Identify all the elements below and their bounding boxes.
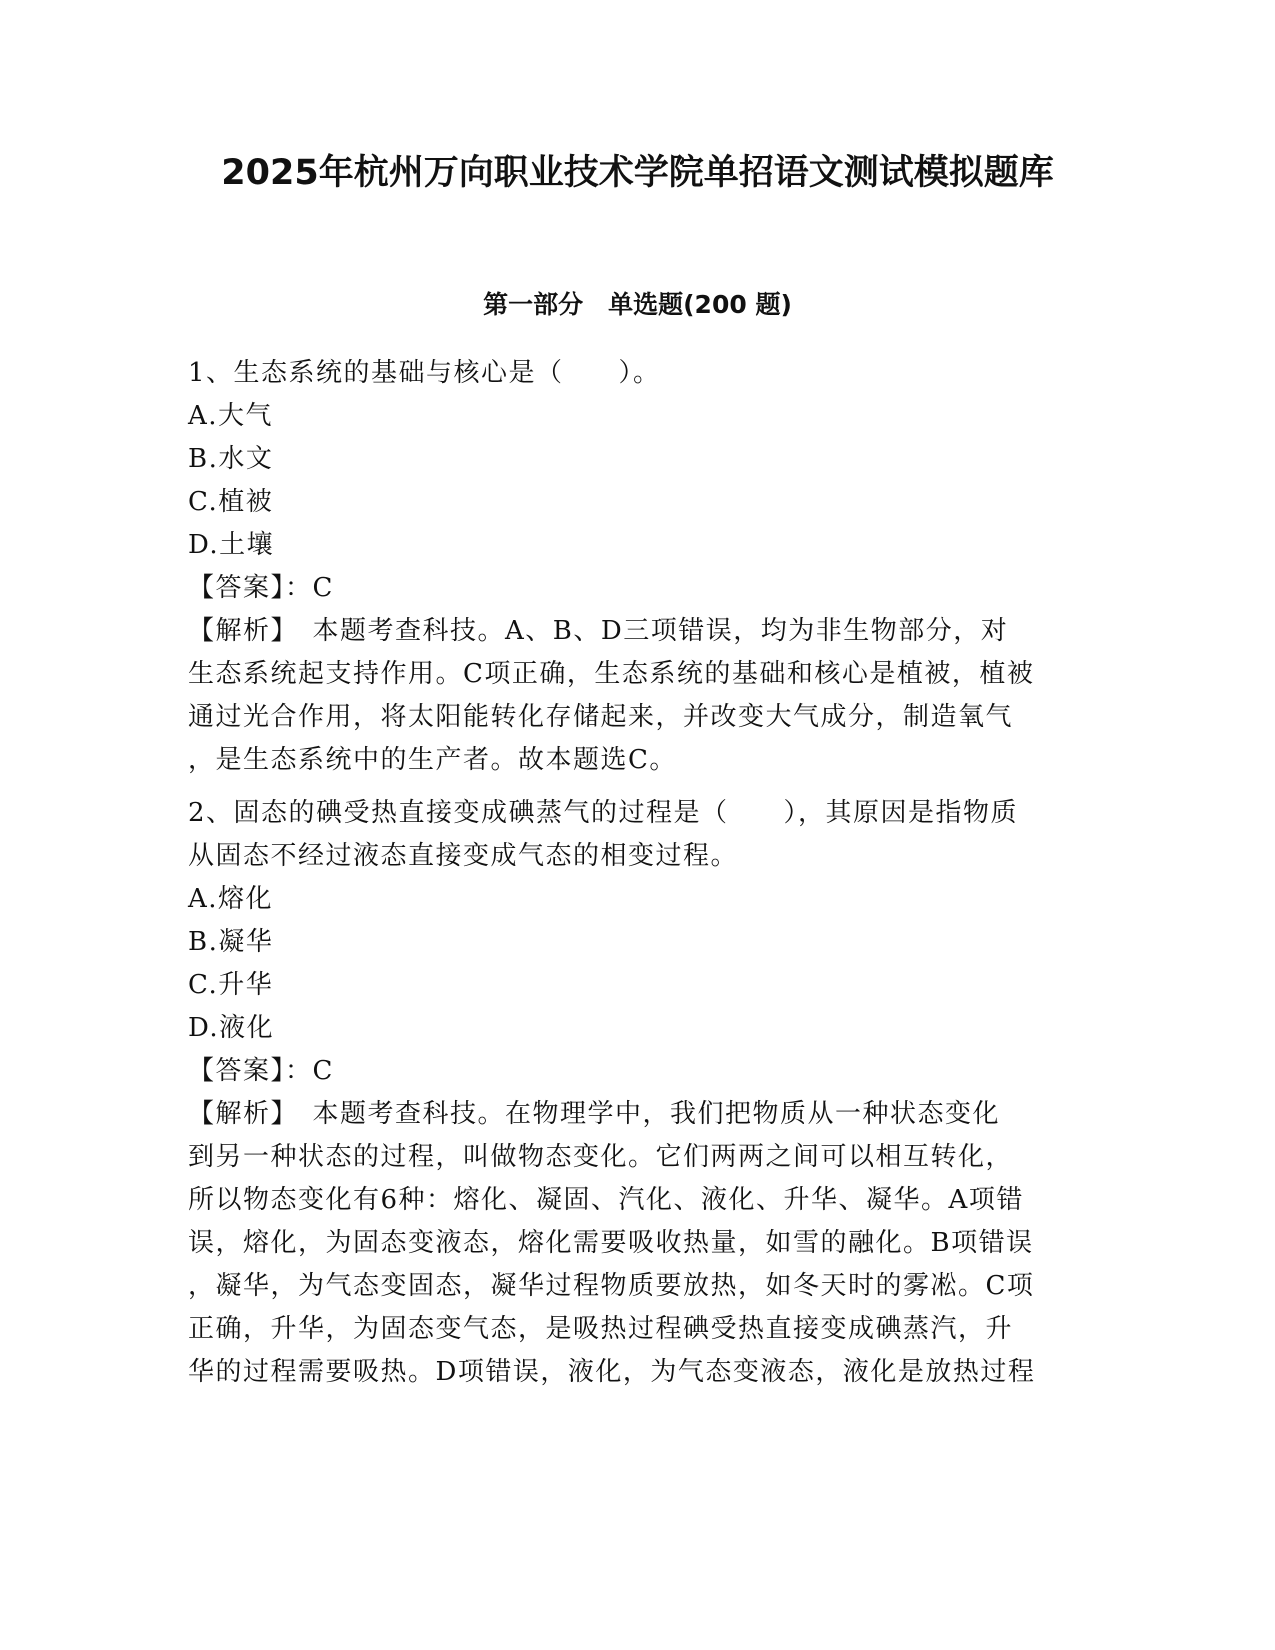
option-d: D.土壤 (188, 530, 275, 560)
document-title: 2025年杭州万向职业技术学院单招语文测试模拟题库 (221, 153, 1054, 193)
answer-line: 【答案】：C (188, 573, 334, 603)
answer-line: 【答案】：C (188, 1056, 334, 1086)
option-d: D.液化 (188, 1013, 275, 1043)
analysis-line: 通过光合作用，将太阳能转化存储起来，并改变大气成分，制造氧气 (188, 702, 1014, 732)
question-list (188, 352, 1088, 1404)
option-c: C.升华 (188, 970, 274, 1000)
option-c: C.植被 (188, 487, 274, 517)
question-stem: 从固态不经过液态直接变成气态的相变过程。 (188, 841, 739, 871)
analysis-line: ，是生态系统中的生产者。故本题选C。 (188, 745, 677, 775)
analysis-line: 正确，升华，为固态变气态，是吸热过程碘受热直接变成碘蒸汽，升 (188, 1314, 1014, 1344)
analysis-line: ，凝华，为气态变固态，凝华过程物质要放热，如冬天时的雾凇。C项 (188, 1271, 1035, 1301)
option-b: B.水文 (188, 444, 274, 474)
question-1 (188, 352, 1088, 782)
option-a: A.大气 (188, 401, 274, 431)
analysis-line: 所以物态变化有6种：熔化、凝固、汽化、液化、升华、凝华。A项错 (188, 1185, 1024, 1215)
question-stem: 1、生态系统的基础与核心是（ ）。 (188, 358, 661, 388)
analysis-line: 华的过程需要吸热。D项错误，液化，为气态变液态，液化是放热过程 (188, 1357, 1036, 1387)
option-b: B.凝华 (188, 927, 274, 957)
option-a: A.熔化 (188, 884, 274, 914)
section-title: 第一部分 单选题(200 题) (483, 290, 792, 319)
question-2 (188, 792, 1088, 1394)
analysis-line: 【解析】 本题考查科技。在物理学中，我们把物质从一种状态变化 (188, 1099, 1001, 1129)
question-stem: 2、固态的碘受热直接变成碘蒸气的过程是（ ），其原因是指物质 (188, 798, 1019, 828)
analysis-line: 【解析】 本题考查科技。A、B、D三项错误，均为非生物部分，对 (188, 616, 1009, 646)
analysis-line: 到另一种状态的过程，叫做物态变化。它们两两之间可以相互转化， (188, 1142, 1014, 1172)
analysis-line: 生态系统起支持作用。C项正确，生态系统的基础和核心是植被，植被 (188, 659, 1035, 689)
analysis-line: 误，熔化，为固态变液态，熔化需要吸收热量，如雪的融化。B项错误 (188, 1228, 1034, 1258)
